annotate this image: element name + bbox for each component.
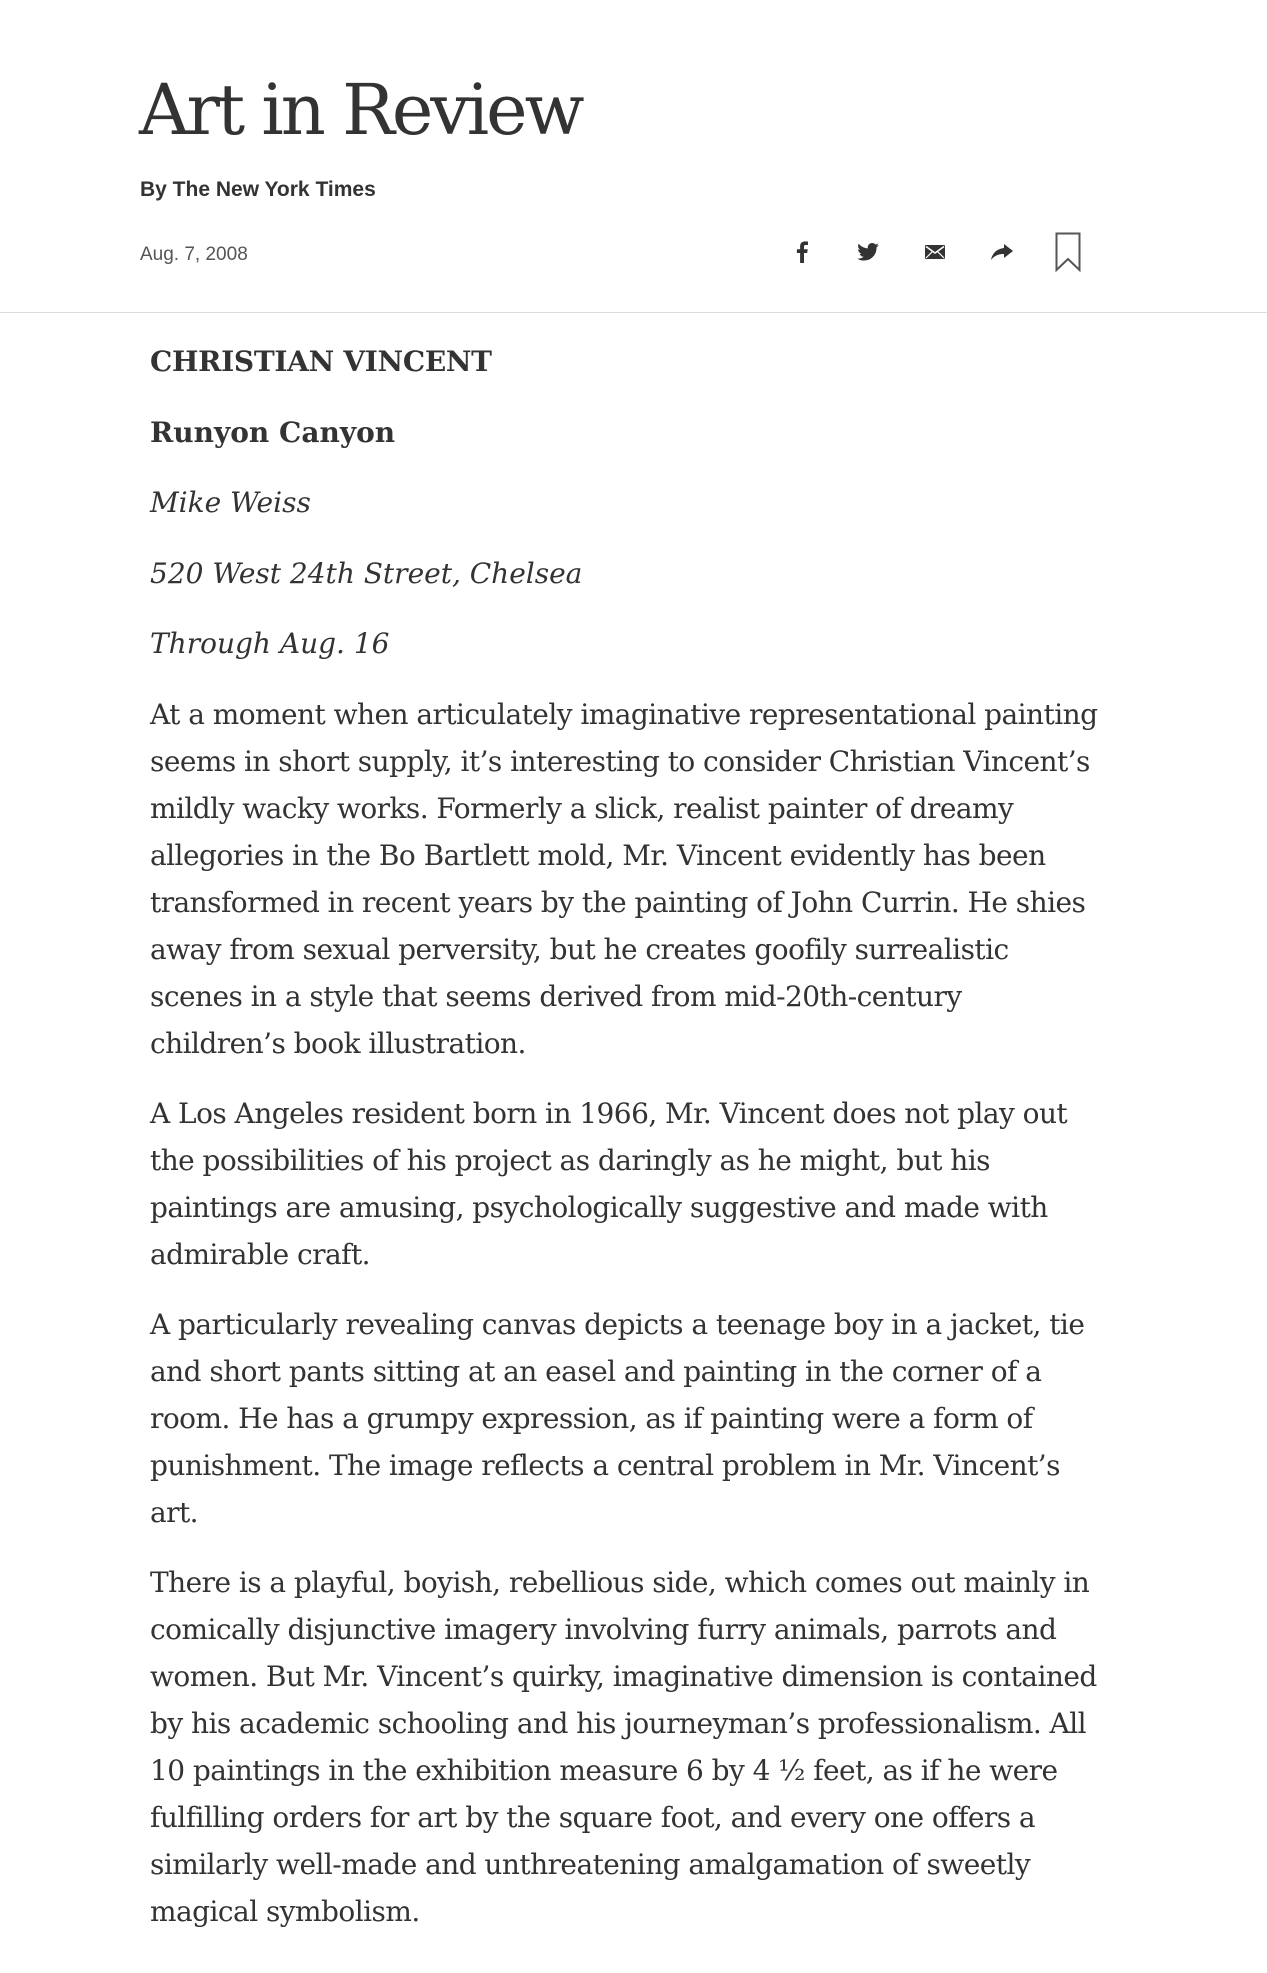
byline: By The New York Times [140,178,376,201]
body-paragraph-1: At a moment when articulately imaginative representational painting seems in short supply, it’s interesting to consider Christian Vincent’s mildly wacky works. Formerly a slick, realist painter of dreamy allegories in the Bo Bartlett mold, Mr. Vincent evidently has been transformed in recent years by the painting of John Currin. He shies away from sexual perversity, but he creates goofily surrealistic scenes in a style that seems derived from mid-20th-century children’s book illustration. [150,697,1098,1060]
more-share-button[interactable] [980,230,1024,274]
exhibition-title: Runyon Canyon [150,415,396,449]
share-toolbar [780,230,1100,274]
gallery-address: 520 West 24th Street, Chelsea [150,556,583,590]
save-article-button[interactable] [1046,230,1090,274]
article-body [150,338,1100,1958]
gallery-name: Mike Weiss [150,486,311,519]
body-paragraph-4: There is a playful, boyish, rebellious side, which comes out mainly in comically disjunctive imagery involving furry animals, parrots and women. But Mr. Vincent’s quirky, imaginative dimension is contained by his academic schooling and his journeyman’s professionalism. All 10 paintings in the exhibition measure 6 by 4 ½ feet, as if he were fulfilling orders for art by the square foot, and every one offers a similarly well-made and unthreatening amalgamation of sweetly magical symbolism. [150,1565,1097,1928]
exhibition-dates: Through Aug. 16 [150,627,390,660]
bookmark-icon [1055,232,1081,272]
body-paragraph-3: A particularly revealing canvas depicts a teenage boy in a jacket, tie and short pants sitting at an easel and painting in the corner of a room. He has a grumpy expression, as if painting were a form of punishment. The image reflects a central problem in Mr. Vincent’s art. [150,1307,1085,1529]
artist-name: CHRISTIAN VINCENT [150,345,492,378]
facebook-icon [796,241,808,263]
exhibition-info [150,338,1100,667]
body-paragraph-2: A Los Angeles resident born in 1966, Mr. Vincent does not play out the possibilities of his project as daringly as he might, but his paintings are amusing, psychologically suggestive and made with admirable craft. [150,1096,1068,1271]
twitter-icon [857,243,879,261]
headline: Art in Review [139,69,582,151]
email-share-button[interactable] [913,230,957,274]
article-header [0,0,1267,313]
email-icon [925,245,945,259]
facebook-share-button[interactable] [780,230,824,274]
publish-date: Aug. 7, 2008 [140,244,248,265]
twitter-share-button[interactable] [846,230,890,274]
share-arrow-icon [991,244,1013,260]
